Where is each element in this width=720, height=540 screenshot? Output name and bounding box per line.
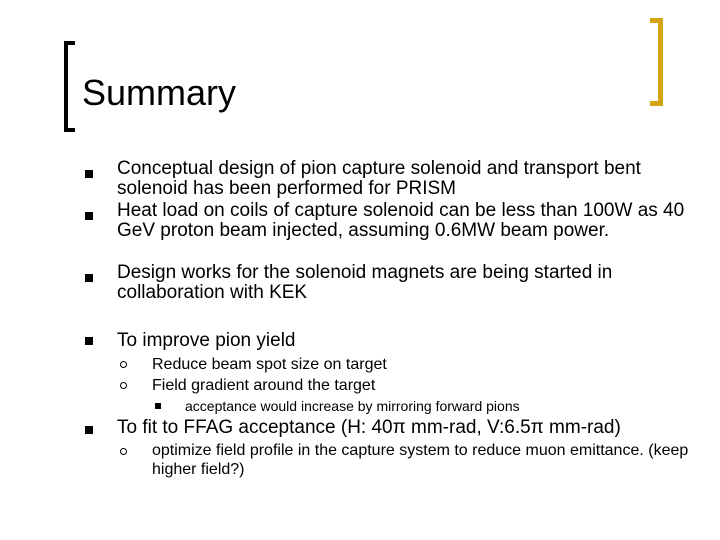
- bullet-square-icon: [85, 274, 93, 282]
- bullet-square-icon: [85, 337, 93, 345]
- sub-bullet-text: optimize field profile in the capture system to reduce muon emittance. (keep higher field?): [152, 442, 689, 478]
- sub-sub-bullet-text: acceptance would increase by mirroring forward pions: [185, 398, 520, 414]
- ring-bullet-icon: [120, 382, 127, 389]
- bullet-text: Design works for the solenoid magnets are being started in collaboration with KEK: [117, 262, 613, 303]
- ring-bullet-icon: [120, 448, 127, 455]
- slide-title: Summary: [82, 72, 237, 113]
- left-bracket: [64, 41, 75, 132]
- bullet-text: To fit to FFAG acceptance (H: 40π mm-rad, V:6.5π mm-rad): [117, 417, 621, 438]
- bullet-text: To improve pion yield: [117, 330, 296, 351]
- bullet-text: Heat load on coils of capture solenoid can be less than 100W as 40 GeV proton beam injected, assuming 0.6MW beam power.: [117, 200, 685, 241]
- ring-bullet-icon: [120, 361, 127, 368]
- bullet-text: Conceptual design of pion capture solenoid and transport bent solenoid has been performed for PRISM: [117, 158, 641, 199]
- sub-bullet-text: Field gradient around the target: [152, 377, 376, 394]
- bullet-square-icon: [85, 170, 93, 178]
- right-bracket: [650, 18, 663, 106]
- bullet-square-icon: [85, 426, 93, 434]
- small-bullet-icon: [155, 403, 161, 409]
- bullet-square-icon: [85, 212, 93, 220]
- sub-bullet-text: Reduce beam spot size on target: [152, 356, 387, 373]
